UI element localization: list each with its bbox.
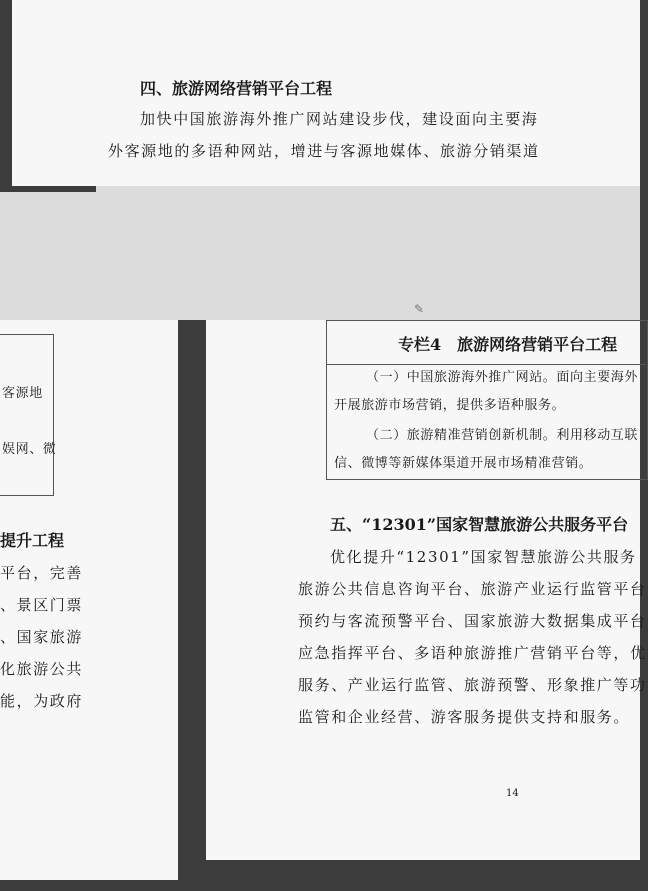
feature-box-title: 专栏4 旅游网络营销平台工程 xyxy=(398,335,618,354)
pen-mark-icon: ✎ xyxy=(414,302,425,316)
paragraph-line: 监管和企业经营、游客服务提供支持和服务。 xyxy=(298,708,631,726)
box-line: （二）旅游精准营销创新机制。利用移动互联 xyxy=(366,428,639,443)
left-document-page xyxy=(0,320,178,880)
box-line: 客源地 xyxy=(2,386,43,401)
box-line: （一）中国旅游海外推广网站。面向主要海外 xyxy=(366,370,639,385)
box-line: 信、微博等新媒体渠道开展市场精准营销。 xyxy=(334,456,593,471)
box-line: 开展旅游市场营销，提供多语种服务。 xyxy=(334,398,566,413)
background-band xyxy=(0,186,640,320)
paragraph-line: 旅游公共信息咨询平台、旅游产业运行监管平台 xyxy=(298,580,647,598)
paragraph-line: 外客源地的多语种网站，增进与客源地媒体、旅游分销渠道 xyxy=(108,142,540,160)
background-band-shadow xyxy=(0,186,96,192)
right-document-page xyxy=(206,302,647,860)
paragraph-line: 优化提升“12301”国家智慧旅游公共服务 xyxy=(330,548,637,566)
section-heading-4: 四、旅游网络营销平台工程 xyxy=(140,79,333,98)
box-divider xyxy=(326,364,646,365)
box-line: 娱网、微 xyxy=(2,442,57,457)
paragraph-line: 化旅游公共 xyxy=(0,660,84,678)
paragraph-line: 能，为政府 xyxy=(0,692,84,710)
page-number: 14 xyxy=(506,788,519,799)
paragraph-line: 、景区门票 xyxy=(0,596,84,614)
paragraph-line: 应急指挥平台、多语种旅游推广营销平台等，优 xyxy=(298,644,647,662)
top-document-page xyxy=(12,0,640,190)
section-heading-5: 五、“12301”国家智慧旅游公共服务平台 xyxy=(330,515,629,534)
paragraph-line: 服务、产业运行监管、旅游预警、形象推广等功 xyxy=(298,676,647,694)
paragraph-line: 、国家旅游 xyxy=(0,628,84,646)
paragraph-line: 预约与客流预警平台、国家旅游大数据集成平台 xyxy=(298,612,647,630)
feature-box-fragment xyxy=(0,334,57,496)
paragraph-line: 平台，完善 xyxy=(0,564,84,582)
section-heading-fragment: 提升工程 xyxy=(0,531,65,550)
paragraph-line: 加快中国旅游海外推广网站建设步伐，建设面向主要海 xyxy=(140,110,539,128)
